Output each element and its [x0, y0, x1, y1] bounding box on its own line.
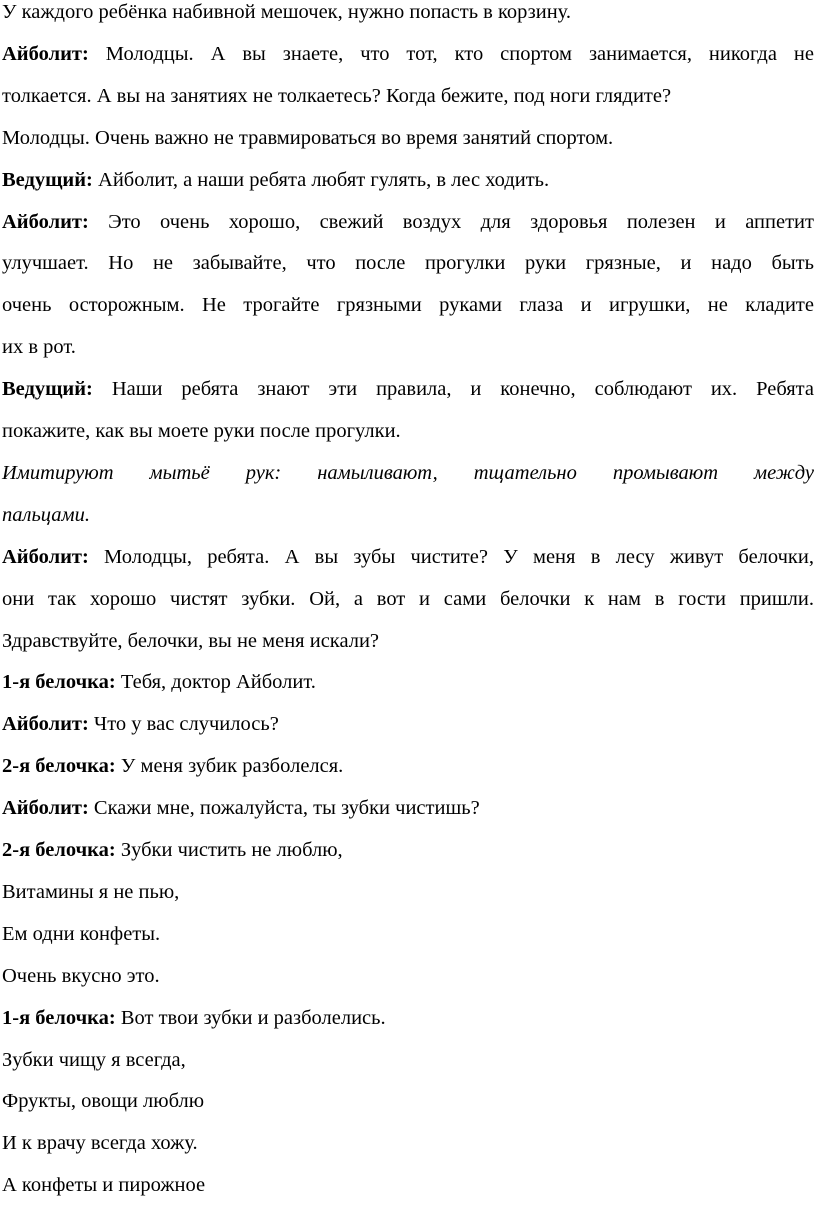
stage-direction-line — [2, 503, 90, 527]
line-text: Скажи мне, пожалуйста, ты зубки чистишь? — [88, 797, 480, 820]
text-line — [2, 419, 401, 443]
line-text: Здравствуйте, белочки, вы не меня искали? — [2, 629, 380, 652]
speaker-label: 2-я белочка: — [2, 839, 116, 861]
line-text: их в рот. — [2, 336, 76, 359]
line-text: Это очень хорошо, свежий воздух для здоровья полезен и аппетит — [88, 210, 814, 233]
line-text: толкается. А вы на занятиях не толкаетесь? Когда бежите, под ноги глядите? — [2, 84, 672, 107]
text-line — [2, 293, 814, 317]
speaker-label: 2-я белочка: — [2, 755, 116, 778]
line-text: Ем одни конфеты. — [2, 922, 161, 945]
text-line — [2, 964, 160, 988]
text-line — [2, 545, 814, 569]
text-line — [2, 42, 814, 66]
text-line — [2, 0, 571, 24]
text-line — [2, 712, 279, 736]
text-line — [2, 251, 814, 275]
text-line — [2, 629, 379, 653]
line-text: они так хорошо чистят зубки. Ой, а вот и сами белочки к нам в гости пришли. — [2, 587, 814, 610]
line-text: И к врачу всегда хожу. — [2, 1132, 198, 1155]
line-text: Что у вас случилось? — [88, 713, 279, 736]
line-text: Зубки чистить не люблю, — [115, 839, 343, 861]
speaker-label: 1-я белочка: — [2, 671, 116, 694]
text-line — [2, 168, 549, 192]
text-line — [2, 1089, 204, 1113]
text-line — [2, 587, 814, 611]
line-text: очень осторожным. Не трогайте грязными руками глаза и игрушки, не кладите — [2, 294, 814, 317]
speaker-label: Айболит: — [2, 545, 89, 568]
stage-direction-line — [2, 461, 814, 485]
text-line — [2, 126, 613, 150]
line-text: пальцами. — [2, 503, 90, 526]
line-text: А конфеты и пирожное — [2, 1174, 206, 1197]
text-line — [2, 210, 814, 234]
line-text: Вот твои зубки и разболелись. — [115, 1006, 386, 1029]
text-line — [2, 1048, 186, 1072]
speaker-label: Айболит: — [2, 713, 89, 736]
text-line — [2, 1173, 205, 1197]
speaker-label: Айболит: — [2, 210, 89, 233]
text-line — [2, 922, 160, 946]
speaker-label: 1-я белочка: — [2, 1006, 116, 1029]
text-line — [2, 796, 480, 820]
speaker-label: Ведущий: — [2, 168, 93, 191]
line-text: У каждого ребёнка набивной мешочек, нужно попасть в корзину. — [2, 1, 572, 23]
line-text: Тебя, доктор Айболит. — [115, 671, 316, 694]
text-line — [2, 84, 671, 108]
line-text: Айболит, а наши ребята любят гулять, в лес ходить. — [92, 168, 550, 191]
line-text: улучшает. Но не забывайте, что после прогулки руки грязные, и надо быть — [2, 252, 814, 275]
line-text: покажите, как вы моете руки после прогулки. — [2, 420, 401, 442]
speaker-label: Ведущий: — [2, 378, 93, 401]
text-line — [2, 377, 814, 401]
text-line — [2, 838, 343, 862]
line-text: Витамины я не пью, — [2, 880, 180, 903]
line-text: Очень вкусно это. — [2, 964, 160, 987]
line-text: Наши ребята знают эти правила, и конечно, соблюдают их. Ребята — [92, 378, 814, 401]
text-line — [2, 1131, 198, 1155]
line-text: Зубки чищу я всегда, — [2, 1048, 186, 1071]
speaker-label: Айболит: — [2, 42, 89, 65]
line-text: Фрукты, овощи люблю — [2, 1090, 205, 1113]
text-line — [2, 880, 179, 904]
line-text: Имитируют мытьё рук: намыливают, тщательно промывают между — [2, 461, 814, 484]
text-line — [2, 1006, 386, 1030]
text-line — [2, 670, 316, 694]
speaker-label: Айболит: — [2, 797, 89, 820]
line-text: Молодцы. А вы знаете, что тот, кто спортом занимается, никогда не — [88, 42, 814, 65]
text-line — [2, 335, 76, 359]
line-text: Молодцы, ребята. А вы зубы чистите? У меня в лесу живут белочки, — [88, 545, 814, 568]
text-line — [2, 754, 343, 778]
line-text: У меня зубик разболелся. — [115, 755, 344, 778]
line-text: Молодцы. Очень важно не травмироваться во время занятий спортом. — [2, 126, 614, 149]
